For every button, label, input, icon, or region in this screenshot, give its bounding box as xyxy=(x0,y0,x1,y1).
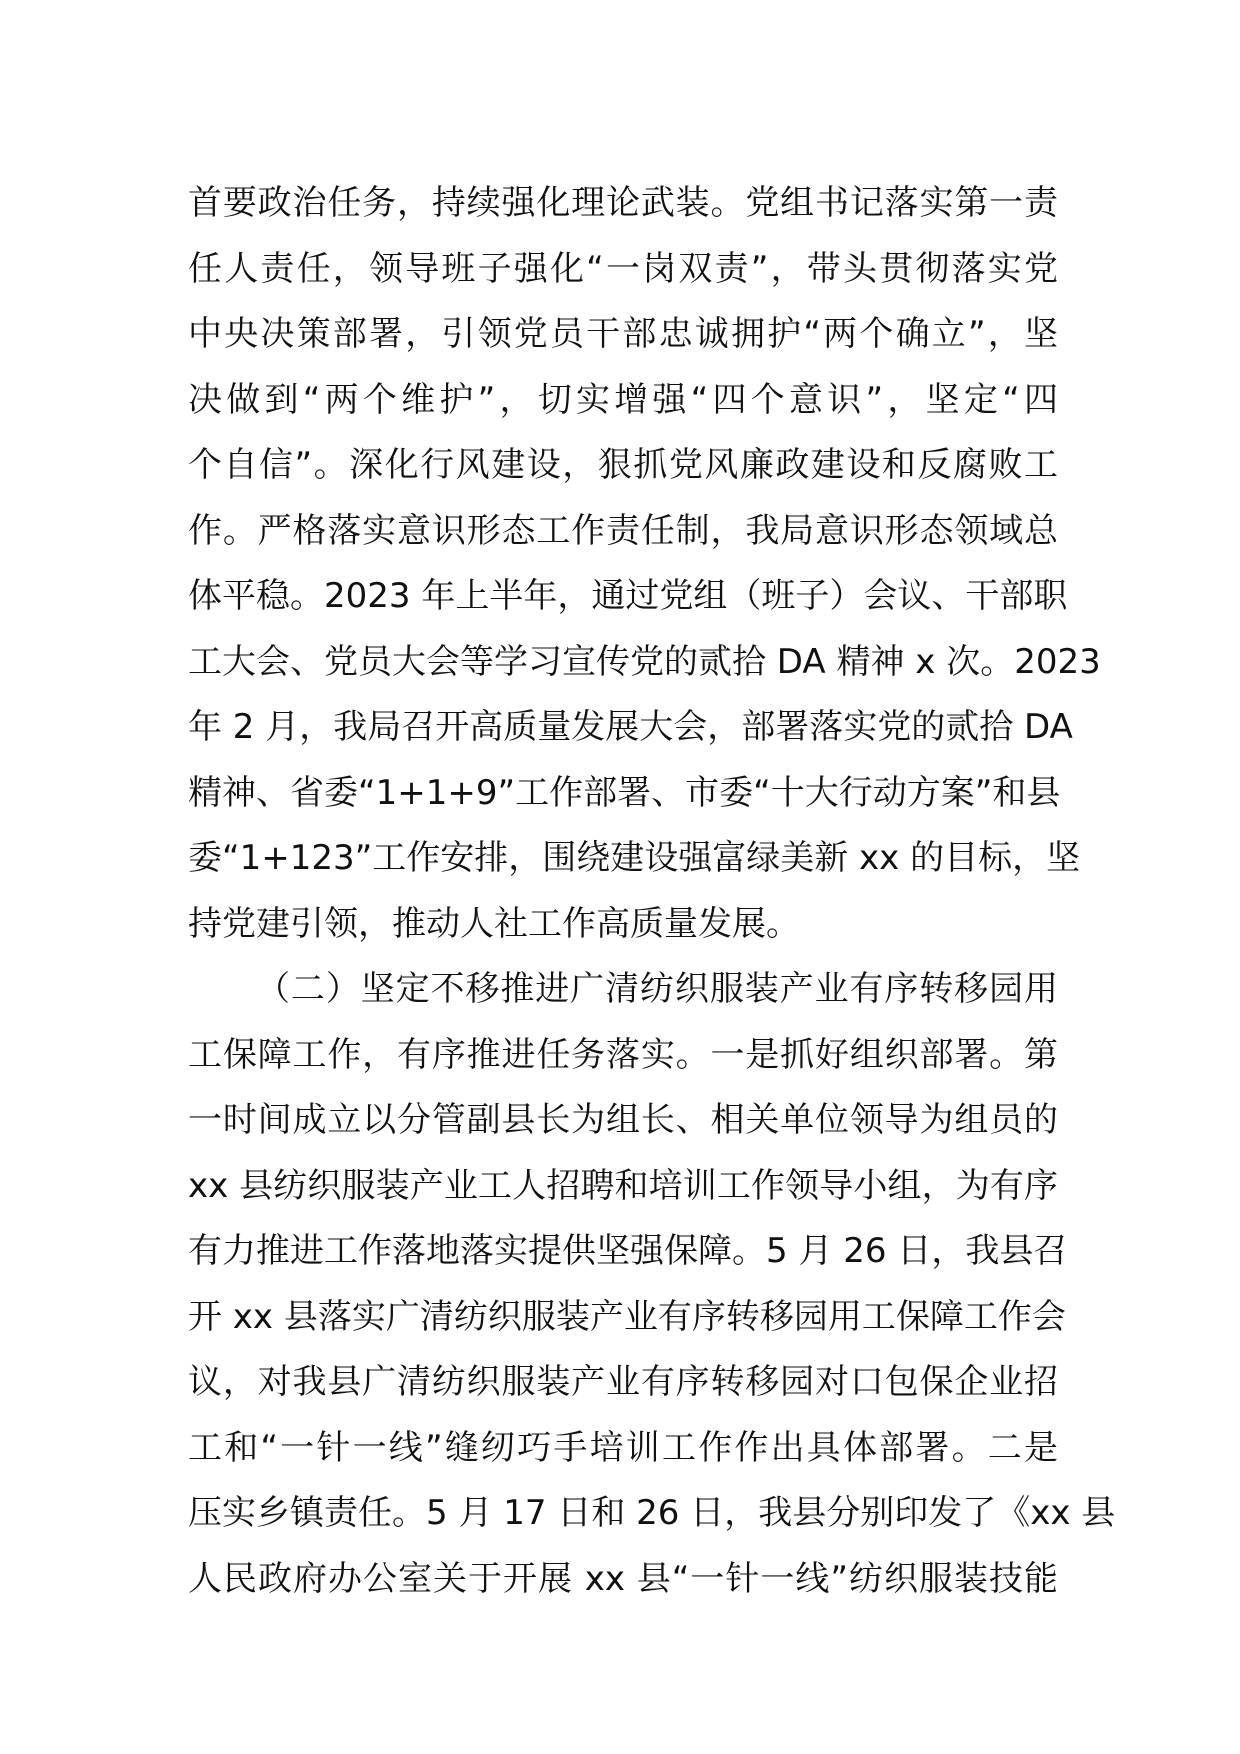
text-line: 精神、省委“1+1+9”工作部署、市委“十大行动方案”和县 xyxy=(188,772,1061,813)
text-line: 个自信”。深化行风建设，狠抓党风廉政建设和反腐败工 xyxy=(188,445,1058,485)
text-line: 压实乡镇责任。5 月 17 日和 26 日，我县分别印发了《xx 县 xyxy=(188,1493,1116,1533)
text-line: 任人责任，领导班子强化“一岗双责”，带头贯彻落实党 xyxy=(188,248,1058,289)
text-line: 开 xx 县落实广清纺织服装产业有序转移园用工保障工作会 xyxy=(188,1296,1066,1337)
text-line: （二）坚定不移推进广清纺织服装产业有序转移园用 xyxy=(256,969,1058,1009)
paragraph xyxy=(188,957,1116,1612)
text-line: 人民政府办公室关于开展 xx 县“一针一线”纺织服装技能 xyxy=(188,1558,1058,1599)
text-line: 决做到“两个维护”，切实增强“四个意识”，坚定“四 xyxy=(188,379,1058,420)
text-line: 有力推进工作落地落实提供坚强保障。5 月 26 日，我县召 xyxy=(188,1231,1068,1271)
text-line: 体平稳。2023 年上半年，通过党组（班子）会议、干部职 xyxy=(188,576,1068,616)
text-line: 工大会、党员大会等学习宣传党的贰拾 DA 精神 x 次。2023 xyxy=(188,641,1101,682)
body-text xyxy=(188,171,1116,1612)
text-line: 持党建引领，推动人社工作高质量发展。 xyxy=(188,903,800,944)
text-line: 工保障工作，有序推进任务落实。一是抓好组织部署。第 xyxy=(188,1034,1058,1075)
paragraph xyxy=(188,171,1101,957)
text-line: 议，对我县广清纺织服装产业有序转移园对口包保企业招 xyxy=(188,1362,1058,1402)
text-line: 中央决策部署，引领党员干部忠诚拥护“两个确立”，坚 xyxy=(188,314,1058,354)
text-line: 一时间成立以分管副县长为组长、相关单位领导为组员的 xyxy=(188,1100,1058,1140)
text-line: 工和“一针一线”缝纫巧手培训工作作出具体部署。二是 xyxy=(188,1427,1058,1468)
text-line: 作。严格落实意识形态工作责任制，我局意识形态领域总 xyxy=(188,510,1058,551)
text-line: 年 2 月，我局召开高质量发展大会，部署落实党的贰拾 DA xyxy=(188,707,1073,747)
text-line: xx 县纺织服装产业工人招聘和培训工作领导小组，为有序 xyxy=(188,1165,1058,1206)
text-line: 首要政治任务，持续强化理论武装。党组书记落实第一责 xyxy=(188,183,1058,223)
text-line: 委“1+123”工作安排，围绕建设强富绿美新 xx 的目标，坚 xyxy=(188,838,1081,878)
